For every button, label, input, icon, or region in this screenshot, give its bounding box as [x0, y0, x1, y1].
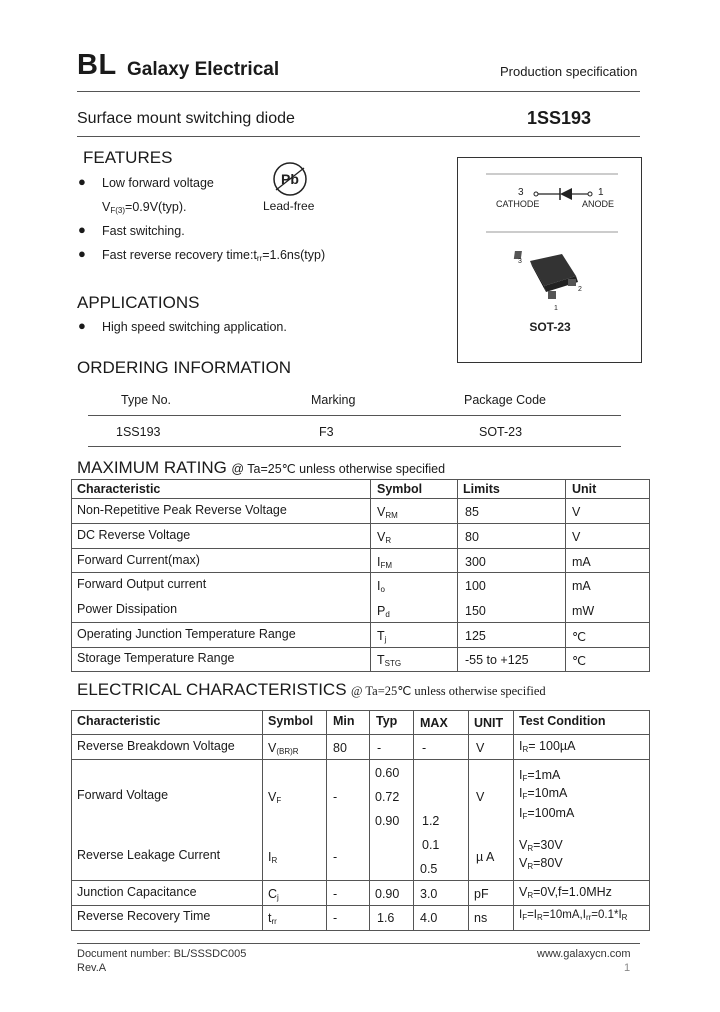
- mr-header-unit: Unit: [572, 482, 597, 496]
- ec-forward-typ-1: 0.60: [375, 766, 400, 780]
- mr-row-char: Non-Repetitive Peak Reverse Voltage: [77, 503, 287, 517]
- feature-item-1-line2: $V_{F(3)}=0.9V(typ)$.: [102, 200, 187, 215]
- ec-forward-min: -: [333, 790, 338, 804]
- brand-logo: BL: [77, 49, 117, 81]
- lead-free-label: Lead-free: [263, 199, 315, 213]
- package-diagram-box: [457, 157, 642, 363]
- mr-row-symbol: $V_{RM}$: [377, 505, 398, 520]
- bullet-icon: ●: [78, 246, 86, 261]
- mr-header-characteristic: Characteristic: [77, 482, 161, 496]
- ec-forward-unit: V: [476, 790, 485, 804]
- ec-capacitance-cond: $V_R=0V,f=1.0MHz$: [519, 885, 612, 900]
- mr-row-limit: 100: [465, 579, 486, 593]
- lead-free-symbol: Pb: [281, 171, 299, 187]
- ec-recovery-typ: 1.6: [377, 911, 395, 925]
- anode-label: ANODE: [582, 199, 615, 209]
- ec-leakage-cond-2: $V_R=80V$: [519, 856, 563, 871]
- mr-row-symbol: $T_{STG}$: [377, 653, 402, 668]
- ec-leakage-symbol: $I_R$: [268, 850, 278, 865]
- ordering-package: SOT-23: [479, 425, 523, 439]
- mr-row-symbol: $V_R$: [377, 530, 392, 545]
- ec-header-characteristic: Characteristic: [77, 714, 161, 728]
- application-item-1: High speed switching application.: [102, 320, 287, 334]
- ec-leakage-unit: µ A: [476, 850, 495, 864]
- ec-header-test-condition: Test Condition: [519, 714, 606, 728]
- applications-title: APPLICATIONS: [77, 293, 200, 312]
- ec-recovery-min: -: [333, 911, 338, 925]
- diode-schematic: [458, 158, 641, 362]
- ordering-type: 1SS193: [116, 425, 161, 439]
- pin1-label: 1: [598, 187, 604, 198]
- ec-forward-typ-3: 0.90: [375, 814, 400, 828]
- ec-forward-cond-3: $I_F=100mA$: [519, 806, 575, 821]
- part-number: 1SS193: [527, 108, 592, 128]
- ec-forward-cond-2: $I_F=10mA$: [519, 786, 568, 801]
- header-rule: [77, 91, 640, 92]
- ec-breakdown-cond: $I_R= 100\mu A$: [519, 739, 576, 754]
- mr-row-limit: 150: [465, 604, 486, 618]
- subtitle-rule: [77, 136, 640, 137]
- electrical-condition: @ Ta=25℃ unless otherwise specified: [350, 684, 546, 698]
- ec-recovery-unit: ns: [474, 911, 488, 925]
- revision: Rev.A: [77, 962, 107, 974]
- website-link[interactable]: www.galaxycn.com: [537, 948, 631, 960]
- sot23-package-icon: [514, 251, 578, 299]
- ec-breakdown-unit: V: [476, 741, 485, 755]
- ec-leakage-cond-1: $V_R=30V$: [519, 838, 563, 853]
- cathode-label: CATHODE: [496, 199, 540, 209]
- ec-recovery-cond: $I_F=I_R=10mA,I_{rr}=0.1*I_R$: [519, 909, 628, 922]
- footer-rule: [77, 943, 640, 944]
- ec-forward-symbol: $V_F$: [268, 790, 282, 805]
- ec-leakage-min: -: [333, 850, 338, 864]
- ec-capacitance-char: Junction Capacitance: [77, 885, 197, 899]
- ec-forward-max: 1.2: [422, 814, 440, 828]
- ec-header-max: MAX: [420, 716, 448, 730]
- mr-row-char: DC Reverse Voltage: [77, 528, 191, 542]
- mr-header-limits: Limits: [463, 482, 500, 496]
- ordering-header-type: Type No.: [121, 393, 172, 407]
- mr-row-unit: V: [572, 530, 581, 544]
- doc-type: Production specification: [500, 64, 638, 79]
- mr-row-char: Forward Current(max): [77, 553, 200, 567]
- max-rating-title: MAXIMUM RATING: [77, 458, 227, 477]
- ec-header-min: Min: [333, 714, 355, 728]
- features-title: FEATURES: [83, 148, 173, 167]
- feature-item-2: Fast switching.: [102, 224, 185, 238]
- ec-breakdown-min: 80: [333, 741, 347, 755]
- ordering-header-marking: Marking: [311, 393, 356, 407]
- mr-header-symbol: Symbol: [377, 482, 423, 496]
- brand-name: Galaxy Electrical: [127, 59, 280, 80]
- mr-row-limit: 85: [465, 505, 479, 519]
- ec-capacitance-symbol: $C_j$: [268, 887, 279, 902]
- ec-capacitance-max: 3.0: [420, 887, 438, 901]
- mr-row-symbol: $I_o$: [377, 579, 385, 594]
- mr-row-symbol: $I_{FM}$: [377, 555, 393, 570]
- pkg-pin3-label: 3: [518, 258, 522, 265]
- pkg-pin2-label: 2: [578, 286, 582, 293]
- ordering-rule: [88, 415, 621, 416]
- ordering-rule: [88, 446, 621, 447]
- electrical-heading: [77, 680, 546, 700]
- mr-row-unit: mA: [572, 555, 591, 569]
- ordering-title: ORDERING INFORMATION: [77, 358, 292, 377]
- ec-leakage-max-2: 0.5: [420, 862, 438, 876]
- ec-breakdown-symbol: $V_{(BR)R}$: [268, 741, 299, 756]
- ec-forward-cond-1: $I_F=1mA$: [519, 768, 561, 783]
- ec-capacitance-unit: pF: [474, 887, 489, 901]
- mr-row-limit: -55 to +125: [465, 653, 529, 667]
- ec-breakdown-char: Reverse Breakdown Voltage: [77, 739, 235, 753]
- page-number: 1: [624, 962, 631, 974]
- ec-recovery-char: Reverse Recovery Time: [77, 909, 211, 923]
- ec-forward-typ-2: 0.72: [375, 790, 400, 804]
- ec-header-unit: UNIT: [474, 716, 504, 730]
- mr-row-char: Power Dissipation: [77, 602, 178, 616]
- ec-capacitance-typ: 0.90: [375, 887, 400, 901]
- ec-forward-char: Forward Voltage: [77, 788, 169, 802]
- lead-free-icon: [268, 160, 312, 198]
- ec-header-symbol: Symbol: [268, 714, 314, 728]
- max-rating-condition: @ Ta=25℃ unless otherwise specified: [231, 462, 446, 476]
- ec-capacitance-min: -: [333, 887, 338, 901]
- mr-row-char: Operating Junction Temperature Range: [77, 627, 296, 641]
- mr-row-symbol: $T_j$: [377, 629, 387, 644]
- ec-recovery-max: 4.0: [420, 911, 438, 925]
- ec-leakage-char: Reverse Leakage Current: [77, 848, 221, 862]
- mr-row-limit: 125: [465, 629, 486, 643]
- pin3-label: 3: [518, 187, 524, 198]
- ec-header-typ: Typ: [376, 714, 398, 728]
- mr-row-unit: mW: [572, 604, 595, 618]
- mr-row-symbol: $P_d$: [377, 604, 390, 619]
- pkg-pin1-label: 1: [554, 305, 558, 312]
- feature-item-1: Low forward voltage: [102, 176, 214, 190]
- mr-row-char: Forward Output current: [77, 577, 207, 591]
- max-rating-heading: [77, 458, 445, 478]
- ec-breakdown-typ: -: [377, 741, 382, 755]
- bullet-icon: ●: [78, 174, 86, 189]
- bullet-icon: ●: [78, 318, 86, 333]
- mr-row-unit: mA: [572, 579, 591, 593]
- mr-row-limit: 80: [465, 530, 479, 544]
- package-label: SOT-23: [529, 320, 571, 334]
- ec-recovery-symbol: $t_{rr}$: [268, 911, 277, 926]
- mr-row-unit: ℃: [572, 654, 587, 668]
- mr-row-limit: 300: [465, 555, 486, 569]
- subtitle: Surface mount switching diode: [77, 110, 295, 127]
- mr-row-char: Storage Temperature Range: [77, 651, 235, 665]
- electrical-title: ELECTRICAL CHARACTERISTICS: [77, 680, 347, 699]
- ordering-header-package: Package Code: [464, 393, 547, 407]
- bullet-icon: ●: [78, 222, 86, 237]
- ordering-marking: F3: [319, 425, 334, 439]
- feature-item-3: Fast reverse recovery $time:t_{rr}=1.6ns(typ)$: [102, 248, 326, 263]
- doc-number: Document number: BL/SSSDC005: [77, 948, 247, 960]
- mr-row-unit: ℃: [572, 630, 587, 644]
- mr-row-unit: V: [572, 505, 581, 519]
- ec-breakdown-max: -: [422, 741, 427, 755]
- ec-leakage-max-1: 0.1: [422, 838, 440, 852]
